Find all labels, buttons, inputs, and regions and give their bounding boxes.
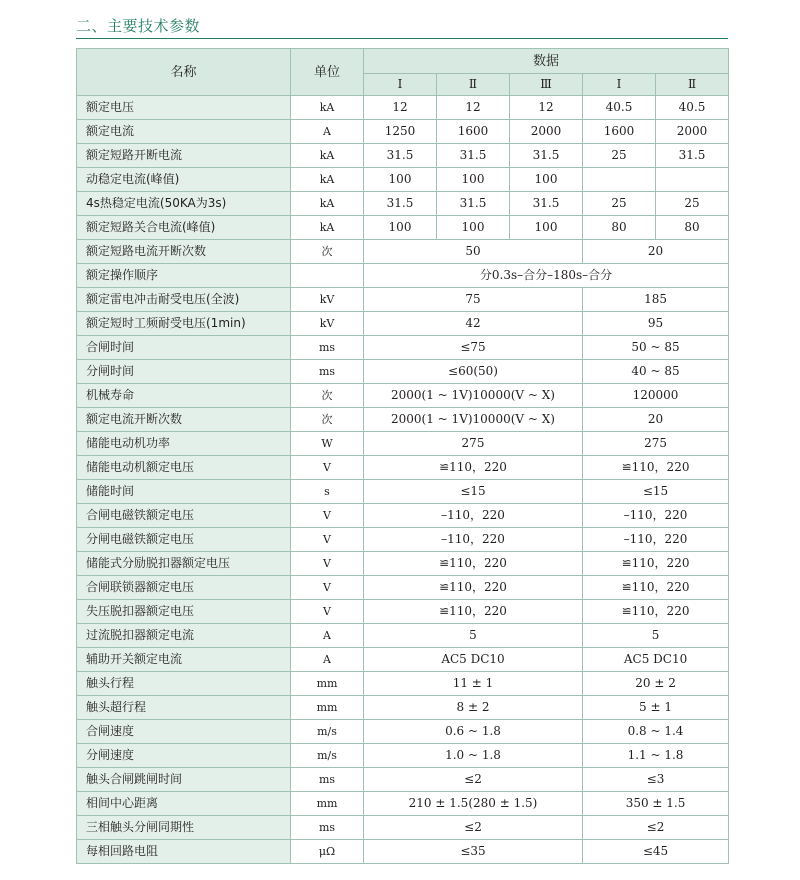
parameter-name: 分闸速度	[77, 744, 291, 768]
parameter-unit: ms	[291, 360, 364, 384]
parameter-unit: A	[291, 624, 364, 648]
parameter-value: 31.5	[437, 192, 510, 216]
parameter-unit: kA	[291, 144, 364, 168]
parameter-value: 40.5	[583, 96, 656, 120]
table-row	[77, 648, 729, 672]
parameter-value: –110，220	[364, 504, 583, 528]
parameter-unit: mm	[291, 672, 364, 696]
parameter-value: 2000(1 ~ 1V)10000(V ~ X)	[364, 384, 583, 408]
parameter-value: 75	[364, 288, 583, 312]
parameter-value: 1.0 ~ 1.8	[364, 744, 583, 768]
parameter-name: 额定短时工频耐受电压(1min)	[77, 312, 291, 336]
parameter-value: AC5 DC10	[364, 648, 583, 672]
parameter-value: 210 ± 1.5(280 ± 1.5)	[364, 792, 583, 816]
table-row	[77, 552, 729, 576]
table-row	[77, 792, 729, 816]
parameter-unit: kA	[291, 96, 364, 120]
table-row	[77, 360, 729, 384]
parameter-unit: 次	[291, 384, 364, 408]
parameter-unit: V	[291, 600, 364, 624]
table-row	[77, 216, 729, 240]
parameter-value: ≌110，220	[583, 576, 729, 600]
parameter-unit: ms	[291, 816, 364, 840]
table-row	[77, 168, 729, 192]
parameter-name: 失压脱扣器额定电压	[77, 600, 291, 624]
table-row	[77, 504, 729, 528]
parameter-value: 275	[583, 432, 729, 456]
parameter-value: –110，220	[583, 504, 729, 528]
parameter-value: 20	[583, 408, 729, 432]
parameter-value: ≤2	[364, 768, 583, 792]
parameter-value: ≌110，220	[364, 600, 583, 624]
parameter-value: 12	[364, 96, 437, 120]
parameter-name: 分闸时间	[77, 360, 291, 384]
table-row	[77, 528, 729, 552]
header-col-4: Ⅰ	[583, 74, 656, 96]
parameter-value: ≤3	[583, 768, 729, 792]
parameter-name: 每相回路电阻	[77, 840, 291, 864]
parameter-value: 25	[583, 192, 656, 216]
section-title: 二、主要技术参数	[76, 17, 201, 35]
table-row	[77, 840, 729, 864]
parameter-value: 42	[364, 312, 583, 336]
parameter-value: ≤75	[364, 336, 583, 360]
parameter-value: 120000	[583, 384, 729, 408]
parameter-value: ≌110，220	[364, 552, 583, 576]
parameter-value: ≤15	[364, 480, 583, 504]
parameter-unit: mm	[291, 792, 364, 816]
parameter-value: 40.5	[656, 96, 729, 120]
parameter-name: 4s热稳定电流(50KA为3s)	[77, 192, 291, 216]
table-row	[77, 432, 729, 456]
parameter-value: ≤35	[364, 840, 583, 864]
parameter-value: 20 ± 2	[583, 672, 729, 696]
parameter-unit: kA	[291, 192, 364, 216]
table-row	[77, 720, 729, 744]
header-name: 名称	[77, 49, 291, 96]
parameter-unit: ms	[291, 768, 364, 792]
parameter-value: 25	[656, 192, 729, 216]
table-row	[77, 600, 729, 624]
table-row	[77, 144, 729, 168]
parameter-name: 合闸联锁器额定电压	[77, 576, 291, 600]
parameter-name: 三相触头分闸同期性	[77, 816, 291, 840]
section-divider	[76, 38, 728, 39]
parameter-value: 50	[364, 240, 583, 264]
parameter-value: ≌110，220	[583, 456, 729, 480]
table-row	[77, 816, 729, 840]
specification-table	[76, 48, 729, 864]
parameter-unit: 次	[291, 408, 364, 432]
parameter-value: ≤2	[583, 816, 729, 840]
parameter-value: 2000	[510, 120, 583, 144]
parameter-unit: kV	[291, 288, 364, 312]
parameter-name: 触头行程	[77, 672, 291, 696]
parameter-name: 额定短路关合电流(峰值)	[77, 216, 291, 240]
parameter-value: 100	[437, 216, 510, 240]
table-row	[77, 120, 729, 144]
parameter-value: –110，220	[364, 528, 583, 552]
parameter-unit: kV	[291, 312, 364, 336]
header-unit: 单位	[291, 49, 364, 96]
parameter-name: 额定雷电冲击耐受电压(全波)	[77, 288, 291, 312]
parameter-value: 100	[510, 216, 583, 240]
parameter-value: ≌110，220	[364, 456, 583, 480]
table-row	[77, 744, 729, 768]
table-row	[77, 192, 729, 216]
table-row	[77, 408, 729, 432]
parameter-value: 25	[583, 144, 656, 168]
parameter-value: 100	[364, 168, 437, 192]
parameter-value: ≌110，220	[364, 576, 583, 600]
header-col-2: Ⅱ	[437, 74, 510, 96]
parameter-value: 11 ± 1	[364, 672, 583, 696]
parameter-name: 辅助开关额定电流	[77, 648, 291, 672]
parameter-value: 分0.3s–合分–180s–合分	[364, 264, 729, 288]
parameter-name: 储能时间	[77, 480, 291, 504]
table-row	[77, 336, 729, 360]
parameter-name: 动稳定电流(峰值)	[77, 168, 291, 192]
table-row	[77, 480, 729, 504]
parameter-value: 1.1 ~ 1.8	[583, 744, 729, 768]
parameter-value: 8 ± 2	[364, 696, 583, 720]
parameter-value: ≤60(50)	[364, 360, 583, 384]
parameter-name: 额定短路开断电流	[77, 144, 291, 168]
parameter-unit: s	[291, 480, 364, 504]
table-row	[77, 624, 729, 648]
header-col-3: Ⅲ	[510, 74, 583, 96]
parameter-value: 80	[583, 216, 656, 240]
table-row	[77, 288, 729, 312]
table-row	[77, 264, 729, 288]
parameter-value: 185	[583, 288, 729, 312]
table-row	[77, 696, 729, 720]
parameter-value: 40 ~ 85	[583, 360, 729, 384]
parameter-value: 5 ± 1	[583, 696, 729, 720]
parameter-unit: V	[291, 528, 364, 552]
header-col-5: Ⅱ	[656, 74, 729, 96]
header-col-1: Ⅰ	[364, 74, 437, 96]
parameter-value	[583, 168, 656, 192]
table-header	[77, 49, 729, 96]
parameter-value: 2000	[656, 120, 729, 144]
parameter-unit: A	[291, 648, 364, 672]
table-row	[77, 672, 729, 696]
parameter-value: ≌110，220	[583, 552, 729, 576]
parameter-name: 分闸电磁铁额定电压	[77, 528, 291, 552]
parameter-value: ≌110，220	[583, 600, 729, 624]
parameter-unit: kA	[291, 216, 364, 240]
parameter-name: 触头超行程	[77, 696, 291, 720]
parameter-value: 31.5	[656, 144, 729, 168]
table-row	[77, 312, 729, 336]
table-row	[77, 240, 729, 264]
parameter-value: 350 ± 1.5	[583, 792, 729, 816]
parameter-unit: 次	[291, 240, 364, 264]
parameter-value: 31.5	[437, 144, 510, 168]
parameter-value: 5	[364, 624, 583, 648]
parameter-name: 额定操作顺序	[77, 264, 291, 288]
parameter-name: 额定电流开断次数	[77, 408, 291, 432]
parameter-name: 额定短路电流开断次数	[77, 240, 291, 264]
parameter-value: 80	[656, 216, 729, 240]
parameter-name: 过流脱扣器额定电流	[77, 624, 291, 648]
parameter-value: 12	[437, 96, 510, 120]
parameter-unit: m/s	[291, 744, 364, 768]
parameter-value: 95	[583, 312, 729, 336]
parameter-unit: mm	[291, 696, 364, 720]
parameter-name: 储能式分励脱扣器额定电压	[77, 552, 291, 576]
parameter-value: 100	[437, 168, 510, 192]
table-row	[77, 96, 729, 120]
parameter-value: 1600	[437, 120, 510, 144]
parameter-value	[656, 168, 729, 192]
table-row	[77, 456, 729, 480]
parameter-value: 12	[510, 96, 583, 120]
parameter-value: 31.5	[510, 144, 583, 168]
table-body	[77, 96, 729, 864]
table-row	[77, 768, 729, 792]
parameter-value: 2000(1 ~ 1V)10000(V ~ X)	[364, 408, 583, 432]
parameter-value: 0.6 ~ 1.8	[364, 720, 583, 744]
parameter-name: 机械寿命	[77, 384, 291, 408]
table-row	[77, 576, 729, 600]
parameter-name: 储能电动机额定电压	[77, 456, 291, 480]
parameter-value: 100	[364, 216, 437, 240]
parameter-value: 5	[583, 624, 729, 648]
parameter-value: 31.5	[364, 192, 437, 216]
parameter-unit: W	[291, 432, 364, 456]
parameter-value: 100	[510, 168, 583, 192]
parameter-value: 31.5	[510, 192, 583, 216]
parameter-value: 0.8 ~ 1.4	[583, 720, 729, 744]
parameter-unit: ms	[291, 336, 364, 360]
parameter-unit: V	[291, 576, 364, 600]
parameter-name: 额定电流	[77, 120, 291, 144]
parameter-value: 20	[583, 240, 729, 264]
parameter-unit: V	[291, 456, 364, 480]
parameter-unit	[291, 264, 364, 288]
parameter-value: ≤45	[583, 840, 729, 864]
parameter-unit: μΩ	[291, 840, 364, 864]
parameter-value: 1250	[364, 120, 437, 144]
parameter-name: 储能电动机功率	[77, 432, 291, 456]
parameter-name: 相间中心距离	[77, 792, 291, 816]
parameter-name: 合闸速度	[77, 720, 291, 744]
parameter-name: 触头合闸跳闸时间	[77, 768, 291, 792]
parameter-value: ≤2	[364, 816, 583, 840]
parameter-unit: V	[291, 552, 364, 576]
parameter-value: 1600	[583, 120, 656, 144]
parameter-value: –110，220	[583, 528, 729, 552]
parameter-unit: kA	[291, 168, 364, 192]
parameter-value: 275	[364, 432, 583, 456]
parameter-name: 合闸时间	[77, 336, 291, 360]
parameter-unit: V	[291, 504, 364, 528]
parameter-value: 31.5	[364, 144, 437, 168]
parameter-value: AC5 DC10	[583, 648, 729, 672]
parameter-value: ≤15	[583, 480, 729, 504]
parameter-name: 额定电压	[77, 96, 291, 120]
parameter-value: 50 ~ 85	[583, 336, 729, 360]
header-data: 数据	[364, 49, 729, 74]
parameter-unit: m/s	[291, 720, 364, 744]
table-row	[77, 384, 729, 408]
parameter-unit: A	[291, 120, 364, 144]
parameter-name: 合闸电磁铁额定电压	[77, 504, 291, 528]
